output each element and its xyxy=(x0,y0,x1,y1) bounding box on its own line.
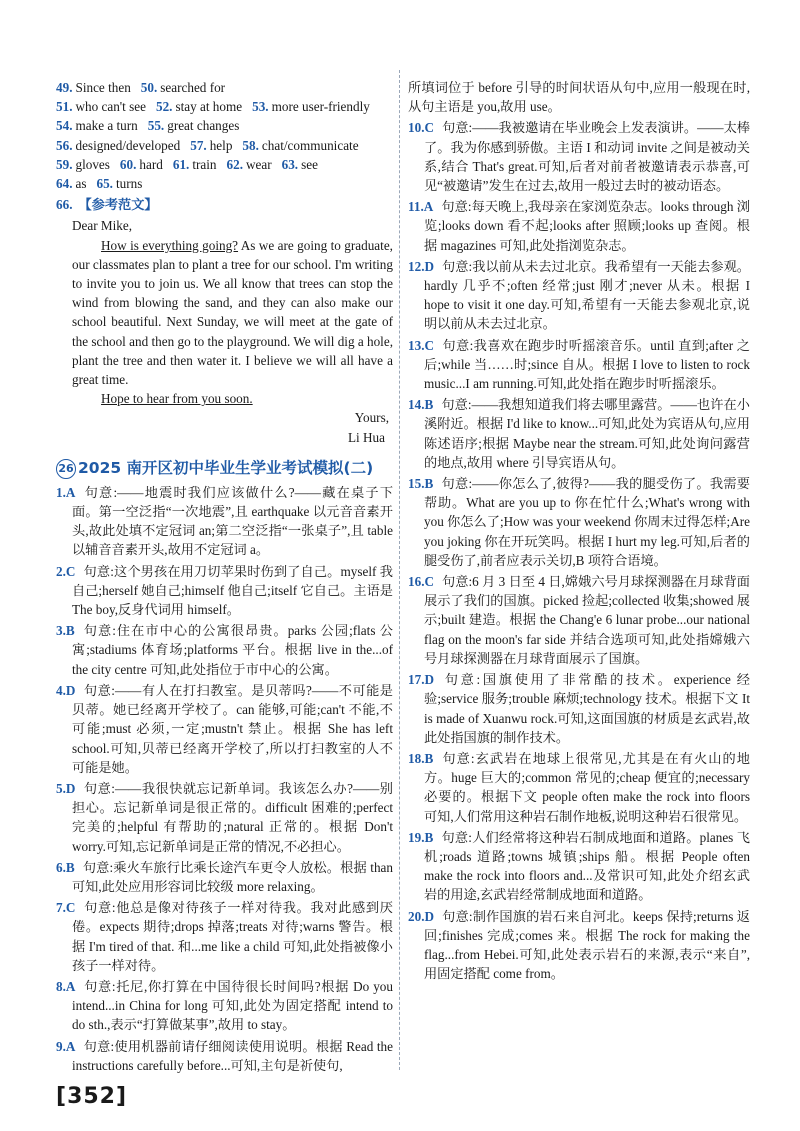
answer-letter: A xyxy=(65,978,76,994)
explanation-text: 句意:制作国旗的岩石来自河北。keeps 保持;returns 返回;finishes 完成;comes 来。根据 The rock for making the flag...from Hebei.可知,此处表示岩石的来源,表示“来自”,用固定搭配 come from。 xyxy=(424,908,750,982)
question-number: 13. xyxy=(408,337,425,353)
explanation-text: 句意:——我被邀请在毕业晚会上发表演讲。——太棒了。我为你感到骄傲。主语 I 和动词 invite 之间是被动关系,结合 That's great.可知,后者对前者被邀请表示恭喜,可见“被邀请”发生在过去,故用一般过去时的被动语态。 xyxy=(424,120,750,194)
question-number: 56. xyxy=(56,137,73,153)
answer-item xyxy=(408,572,750,668)
right-column xyxy=(408,78,750,985)
explanation-text: 句意:玄武岩在地球上很常见,尤其是在有火山的地方。huge 巨大的;common 常见的;cheap 便宜的;necessary 必要的。根据下文 people often make the rock into floors 可知,人们常用这种岩石制作地板,说明这种岩石很常见。 xyxy=(424,750,750,824)
answer-item xyxy=(56,621,393,679)
answer-item xyxy=(408,257,750,334)
question-number: 15. xyxy=(408,476,425,492)
answer-item xyxy=(56,483,393,560)
answer-text: train xyxy=(192,156,217,172)
question-number: 53. xyxy=(252,99,269,115)
question-number: 18. xyxy=(408,750,425,766)
answer-item xyxy=(56,858,393,896)
explanation-text: 句意:我以前从未去过北京。我希望有一天能去参观。hardly 几乎不;often 经常;just 刚才;never 从未。根据 I hope to visit it one day.可知,希望有一天能去参观北京,说明以前从未去过北京。 xyxy=(424,258,750,332)
answer-text: wear xyxy=(245,156,272,172)
section-badge: 26 xyxy=(56,459,76,479)
page-number: [352] xyxy=(56,1084,128,1109)
answer-letter: D xyxy=(424,258,435,274)
letter-paragraph-1 xyxy=(56,236,393,390)
explanation-text: 句意:乘火车旅行比乘长途汽车更令人放松。根据 than 可知,此处应用形容词比较级 more relaxing。 xyxy=(72,859,393,894)
answer-item xyxy=(56,681,393,777)
paragraph-text: As we are going to graduate, our classmates plan to plant a tree for our school. I'm writing to invite you to join us. We all know that trees can stop the wind from blowing the sand, and they can also make our school beautiful. Next Sunday, we will meet at the gate of the school and then go to the playground. We will dig a hole, plant the tree and then water it. I believe we will all have a great time. xyxy=(72,237,393,388)
letter-closing: Yours, xyxy=(354,410,389,426)
answer-letter: B xyxy=(424,397,434,413)
explanation-text: 句意:——地震时我们应该做什么?——藏在桌子下面。第一空泛指“一次地震”,且 earthquake 以元音音素开头,故此处填不定冠词 an;第二空泛指“一张桌子”,且 table 以辅音音素开头,故用不定冠词 a。 xyxy=(72,484,393,558)
answer-letter: B xyxy=(65,623,75,639)
answer-text: Since then xyxy=(75,80,131,95)
explanation-text: 句意:我喜欢在跑步时听摇滚音乐。until 直到;after 之后;while 当……时;since 自从。根据 I love to listen to rock music...I am running.可知,此处指在跑步时听摇滚乐。 xyxy=(424,337,750,392)
letter-greeting: Dear Mike, xyxy=(72,218,133,234)
question-number: 4. xyxy=(56,682,66,698)
question-66 xyxy=(56,195,393,214)
question-number: 20. xyxy=(408,908,425,924)
explanation-text: 句意:托尼,你打算在中国待很长时间吗?根据 Do you intend...in China for long 可知,此处为固定搭配 intend to do sth.,表示“打算做某事”,故用 to stay。 xyxy=(72,978,393,1033)
answer-item xyxy=(408,118,750,195)
answer-line xyxy=(56,174,393,193)
answer-letter: C xyxy=(424,120,435,136)
answer-line xyxy=(56,97,393,116)
answer-text: as xyxy=(75,176,87,192)
model-essay-label: 【参考范文】 xyxy=(78,197,158,213)
explanation-text: 句意:国旗使用了非常酷的技术。experience 经验;service 服务;trouble 麻烦;technology 技术。根据下文 It is made of Xuanwu rock.可知,这面国旗的材质是玄武岩,故此处指国旗的制作技术。 xyxy=(424,672,750,745)
answer-text: chat/communicate xyxy=(261,137,359,153)
underlined-sentence: Hope to hear from you soon. xyxy=(101,391,253,407)
answer-text: make a turn xyxy=(75,118,138,134)
answer-text: more user-friendly xyxy=(271,99,370,115)
question-number: 10. xyxy=(408,120,425,136)
explanation-text: 句意:——你怎么了,彼得?——我的腿受伤了。我需要帮助。What are you up to 你在忙什么;What's wrong with you 你怎么了;How was your weekend 你周末过得怎样;Are you joking 你在开玩笑吗。根据 I hurt my leg.可知,后者的腿受伤了,前者应表示关切,B 项符合语境。 xyxy=(424,476,750,568)
answer-item xyxy=(56,779,393,856)
page-number-value: 352 xyxy=(67,1084,116,1109)
answer-line xyxy=(56,155,393,174)
answer-text: stay at home xyxy=(175,99,243,115)
section-title-text: 2025 南开区初中毕业生学业考试模拟(二) xyxy=(78,459,374,478)
answer-letter: A xyxy=(65,484,76,500)
question-number: 5. xyxy=(56,780,66,796)
answer-line xyxy=(56,116,393,135)
answer-item xyxy=(408,197,750,255)
question-number: 57. xyxy=(190,137,207,153)
answer-letter: C xyxy=(65,563,76,579)
answer-item xyxy=(408,749,750,826)
question-number: 11. xyxy=(408,199,424,215)
answer-letter: A xyxy=(423,199,434,215)
answer-letter: B xyxy=(424,829,434,845)
question-number: 50. xyxy=(140,80,158,95)
answer-item xyxy=(408,907,750,984)
question-number: 3. xyxy=(56,623,66,639)
answer-text: hard xyxy=(139,156,163,172)
question-number: 54. xyxy=(56,118,73,134)
explanation-text: 句意:他总是像对待孩子一样对待我。我对此感到厌倦。expects 期待;drops 掉落;treats 对待;warns 警告。根据 I'm tired of that. 和...me like a child 可知,此处指被像小孩子一样对待。 xyxy=(72,900,393,973)
answer-item xyxy=(408,336,750,394)
left-column xyxy=(56,78,393,1077)
answer-text: see xyxy=(301,156,318,172)
explanation-text: 句意:——我想知道我们将去哪里露营。——也许在小溪附近。根据 I'd like to know...可知,此处为宾语从句,应用陈述语序;根据 Maybe near the stream.可知,此处询问露营的地点,故用 where 引导宾语从句。 xyxy=(424,397,750,470)
answer-letter: B xyxy=(424,750,434,766)
question-number: 6. xyxy=(56,859,66,875)
answer-item xyxy=(56,977,393,1035)
answer-line xyxy=(56,78,393,97)
answer-letter: C xyxy=(65,900,76,916)
answer-text: great changes xyxy=(167,118,240,134)
question-number: 51. xyxy=(56,99,73,115)
answer-letter: B xyxy=(424,476,434,492)
question-number: 7. xyxy=(56,900,66,916)
question-number: 66. xyxy=(56,197,73,213)
question-number: 62. xyxy=(226,156,243,172)
explanation-text: 句意:人们经常将这种岩石制成地面和道路。planes 飞机;roads 道路;towns 城镇;ships 船。根据 People often make the rock into floors and...及常识可知,此处介绍玄武岩的用途,玄武岩经常制成地面和道路。 xyxy=(424,829,750,903)
answer-item xyxy=(408,395,750,472)
explanation-text: 句意:——我很快就忘记新单词。我该怎么办?——别担心。忘记新单词是很正常的。difficult 困难的;perfect 完美的;helpful 有帮助的;natural 正常的。根据 Don't worry.可知,忘记新单词是正常的情况,不必担心。 xyxy=(72,780,393,854)
underlined-sentence: How is everything going? xyxy=(101,237,239,253)
answer-item xyxy=(56,562,393,620)
answer-letter: C xyxy=(424,337,435,353)
answer-letter: D xyxy=(424,672,435,688)
answer-text: who can't see xyxy=(75,99,146,115)
answer-lines xyxy=(56,78,393,193)
answer-line xyxy=(56,136,393,155)
question-number: 1. xyxy=(56,484,66,500)
answer-item xyxy=(408,474,750,570)
answer-text: turns xyxy=(115,176,143,192)
answer-letter: B xyxy=(65,859,75,875)
question-number: 2. xyxy=(56,563,66,579)
answer-letter: A xyxy=(65,1038,76,1054)
answer-letter: D xyxy=(65,780,76,796)
question-number: 61. xyxy=(172,156,190,172)
explanation-text: 句意:使用机器前请仔细阅读使用说明。根据 Read the instructions carefully before...可知,主句是祈使句, xyxy=(72,1038,393,1073)
question-number: 9. xyxy=(56,1038,66,1054)
left-answer-items xyxy=(56,483,393,1075)
answer-text: help xyxy=(209,137,233,153)
answer-item xyxy=(56,1037,393,1075)
right-answer-items xyxy=(408,118,750,983)
explanation-text: 句意:住在市中心的公寓很昂贵。parks 公园;flats 公寓;stadiums 体育场;platforms 平台。根据 live in the...of the city centre 可知,此处指位于市中心的公寓。 xyxy=(72,623,393,677)
question-number: 58. xyxy=(242,137,259,153)
question-number: 60. xyxy=(119,156,137,172)
question-number: 12. xyxy=(408,258,425,274)
answer-letter: C xyxy=(424,574,435,590)
explanation-text: 句意:——有人在打扫教室。是贝蒂吗?——不可能是贝蒂。她已经离开学校了。can 能够,可能;can't 不能,不可能;must 必须,一定;mustn't 禁止。根据 She has left school.可知,贝蒂已经离开学校了,所以打扫教室的人不可能是她。 xyxy=(72,682,393,775)
answer-text: searched for xyxy=(160,80,226,95)
letter-paragraph-2 xyxy=(56,389,393,408)
question-number: 63. xyxy=(281,156,299,172)
letter-signature: Li Hua xyxy=(348,429,385,445)
question-number: 65. xyxy=(96,176,113,192)
answer-letter: D xyxy=(65,682,76,698)
question-number: 55. xyxy=(147,118,165,134)
question-number: 17. xyxy=(408,672,425,688)
question-number: 8. xyxy=(56,978,66,994)
explanation-text: 句意:每天晚上,我母亲在家浏览杂志。looks through 浏览;looks down 看不起;looks after 照顾;looks up 查阅。根据 magazines 可知,此处指浏览杂志。 xyxy=(424,199,750,253)
question-number: 19. xyxy=(408,829,425,845)
question-number: 52. xyxy=(155,99,173,115)
question-number: 16. xyxy=(408,574,425,590)
answer-item xyxy=(408,670,750,747)
column-divider xyxy=(399,70,400,1070)
answer-item xyxy=(408,828,750,905)
answer-letter: D xyxy=(424,908,435,924)
section-title xyxy=(56,459,393,479)
answer-text: gloves xyxy=(75,156,110,172)
explanation-text: 句意:6 月 3 日至 4 日,嫦娥六号月球探测器在月球背面展示了我们的国旗。picked 捡起;collected 收集;showed 展示;built 建造。根据 the Chang'e 6 lunar probe...our national flag on the moon's far side 并结合选项可知,此处指嫦娥六号月球探测器在月球背面展示了国旗。 xyxy=(424,574,750,666)
continuation-text: 所填词位于 before 引导的时间状语从句中,应用一般现在时,从句主语是 you,故用 use。 xyxy=(408,80,750,115)
question-number: 59. xyxy=(56,156,73,172)
explanation-text: 句意:这个男孩在用刀切苹果时伤到了自己。myself 我自己;herself 她自己;himself 他自己;itself 它自己。主语是 The boy,反身代词用 himself。 xyxy=(72,563,393,618)
question-number: 49. xyxy=(56,80,73,95)
answer-item xyxy=(56,898,393,975)
question-number: 64. xyxy=(56,176,73,192)
question-number: 14. xyxy=(408,397,425,413)
answer-text: designed/developed xyxy=(75,137,181,153)
